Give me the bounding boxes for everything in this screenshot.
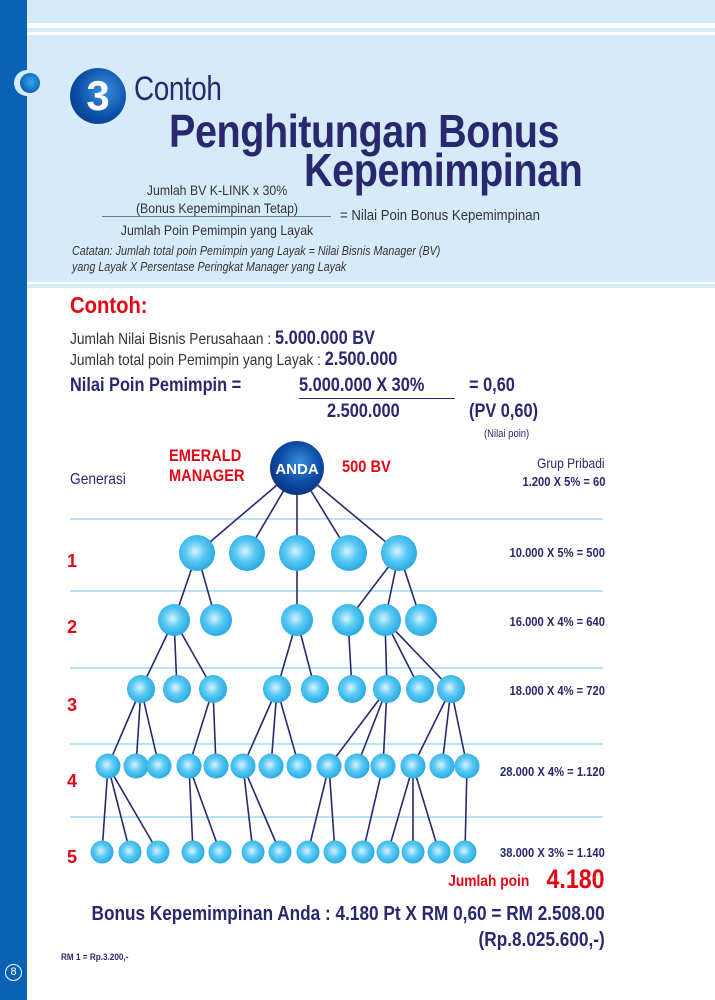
downline-node [454, 841, 477, 864]
downline-node [229, 535, 265, 571]
downline-node [381, 535, 417, 571]
personal-group-label: Grup Pribadi [537, 455, 605, 471]
generation-calc: 10.000 X 5% = 500 [509, 545, 605, 560]
generation-calc: 18.000 X 4% = 720 [509, 683, 605, 698]
downline-node [91, 841, 114, 864]
calc-result: = 0,60 [469, 375, 515, 396]
example-title: Contoh: [70, 292, 148, 318]
downline-node [430, 754, 455, 779]
downline-node [345, 754, 370, 779]
tree-link [308, 766, 329, 852]
bonus-rupiah: (Rp.8.025.600,-) [478, 929, 605, 951]
personal-group-calc: 1.200 X 5% = 60 [522, 474, 605, 489]
tree-link [465, 766, 467, 852]
downline-node [119, 841, 142, 864]
generation-label: 2 [67, 617, 78, 637]
section-number-badge: 3 [70, 68, 126, 124]
downline-node [401, 754, 426, 779]
formula-numerator-line1: Jumlah BV K-LINK x 30% [146, 182, 288, 198]
note-line1: Catatan: Jumlah total poin Pemimpin yang Layak = Nilai Bisnis Manager (BV) [72, 244, 441, 258]
exchange-rate: RM 1 = Rp.3.200,- [61, 952, 129, 963]
generation-header: Generasi [70, 471, 126, 488]
generation-calc: 16.000 X 4% = 640 [509, 614, 605, 629]
downline-node [279, 535, 315, 571]
generation-calc: 38.000 X 3% = 1.140 [500, 845, 605, 860]
downline-node [177, 754, 202, 779]
downline-node [182, 841, 205, 864]
calc-label: Nilai Poin Pemimpin = [70, 375, 242, 396]
leader-points-label: Jumlah total poin Pemimpin yang Layak : [70, 352, 325, 369]
downline-node [324, 841, 347, 864]
downline-node [301, 675, 329, 703]
tree-link [413, 766, 439, 852]
page-title-line2: Kepemimpinan [304, 144, 583, 196]
downline-node [96, 754, 121, 779]
downline-node [204, 754, 229, 779]
downline-node [338, 675, 366, 703]
generation-calc: 28.000 X 4% = 1.120 [500, 764, 605, 779]
downline-node [352, 841, 375, 864]
downline-node [331, 535, 367, 571]
downline-node [147, 841, 170, 864]
downline-node [455, 754, 480, 779]
downline-node [259, 754, 284, 779]
total-points-value: 4.180 [546, 864, 605, 894]
formula-numerator-line2: (Bonus Kepemimpinan Tetap) [135, 200, 299, 216]
tree-link [108, 766, 158, 852]
rank-line1: EMERALD [169, 446, 242, 465]
company-bv-value: 5.000.000 BV [274, 328, 375, 349]
downline-node [209, 841, 232, 864]
bonus-line: Bonus Kepemimpinan Anda : 4.180 Pt X RM 0,60 = RM 2.508.00 [91, 903, 605, 925]
downline-node [437, 675, 465, 703]
calc-numerator: 5.000.000 X 30% [299, 375, 425, 396]
downline-node [127, 675, 155, 703]
downline-node [297, 841, 320, 864]
leader-points-value: 2.500.000 [324, 349, 398, 370]
downline-node [124, 754, 149, 779]
calc-result-pv: (PV 0,60) [469, 401, 539, 422]
downline-node [242, 841, 265, 864]
downline-node [369, 604, 401, 636]
root-label: ANDA [275, 461, 319, 478]
tree-link [329, 766, 335, 852]
downline-node [263, 675, 291, 703]
page-title-line1: Penghitungan Bonus [169, 105, 560, 157]
downline-node [281, 604, 313, 636]
downline-node [317, 754, 342, 779]
downline-node [231, 754, 256, 779]
generation-label: 5 [67, 847, 78, 867]
downline-node [405, 604, 437, 636]
downline-node [199, 675, 227, 703]
downline-node [371, 754, 396, 779]
downline-node [332, 604, 364, 636]
downline-node [406, 675, 434, 703]
downline-node [158, 604, 190, 636]
downline-node [147, 754, 172, 779]
downline-node [200, 604, 232, 636]
downline-node [179, 535, 215, 571]
downline-node [373, 675, 401, 703]
downline-node [287, 754, 312, 779]
calc-denominator: 2.500.000 [327, 401, 400, 422]
generation-label: 1 [67, 551, 78, 571]
tree-link [189, 766, 193, 852]
generation-label: 3 [67, 695, 78, 715]
calc-result-note: (Nilai poin) [484, 428, 530, 440]
tree-link [388, 766, 413, 852]
formula-denominator: Jumlah Poin Pemimpin yang Layak [120, 222, 314, 238]
downline-node [377, 841, 400, 864]
page-number: 8 [5, 964, 22, 981]
downline-node [402, 841, 425, 864]
root-bv: 500 BV [342, 457, 391, 476]
company-bv-label: Jumlah Nilai Bisnis Perusahaan : [70, 331, 275, 348]
formula-result: = Nilai Poin Bonus Kepemimpinan [340, 207, 540, 224]
tree-link [108, 766, 130, 852]
generation-label: 4 [67, 771, 78, 791]
rank-line2: MANAGER [169, 466, 245, 485]
downline-node [428, 841, 451, 864]
downline-node [163, 675, 191, 703]
total-points-label: Jumlah poin [447, 873, 529, 890]
note-line2: yang Layak X Persentase Peringkat Manager yang Layak [72, 260, 347, 274]
downline-node [269, 841, 292, 864]
title-small: Contoh [134, 70, 222, 108]
tree-link [363, 766, 383, 852]
tree-link [189, 766, 220, 852]
tree-link [102, 766, 108, 852]
